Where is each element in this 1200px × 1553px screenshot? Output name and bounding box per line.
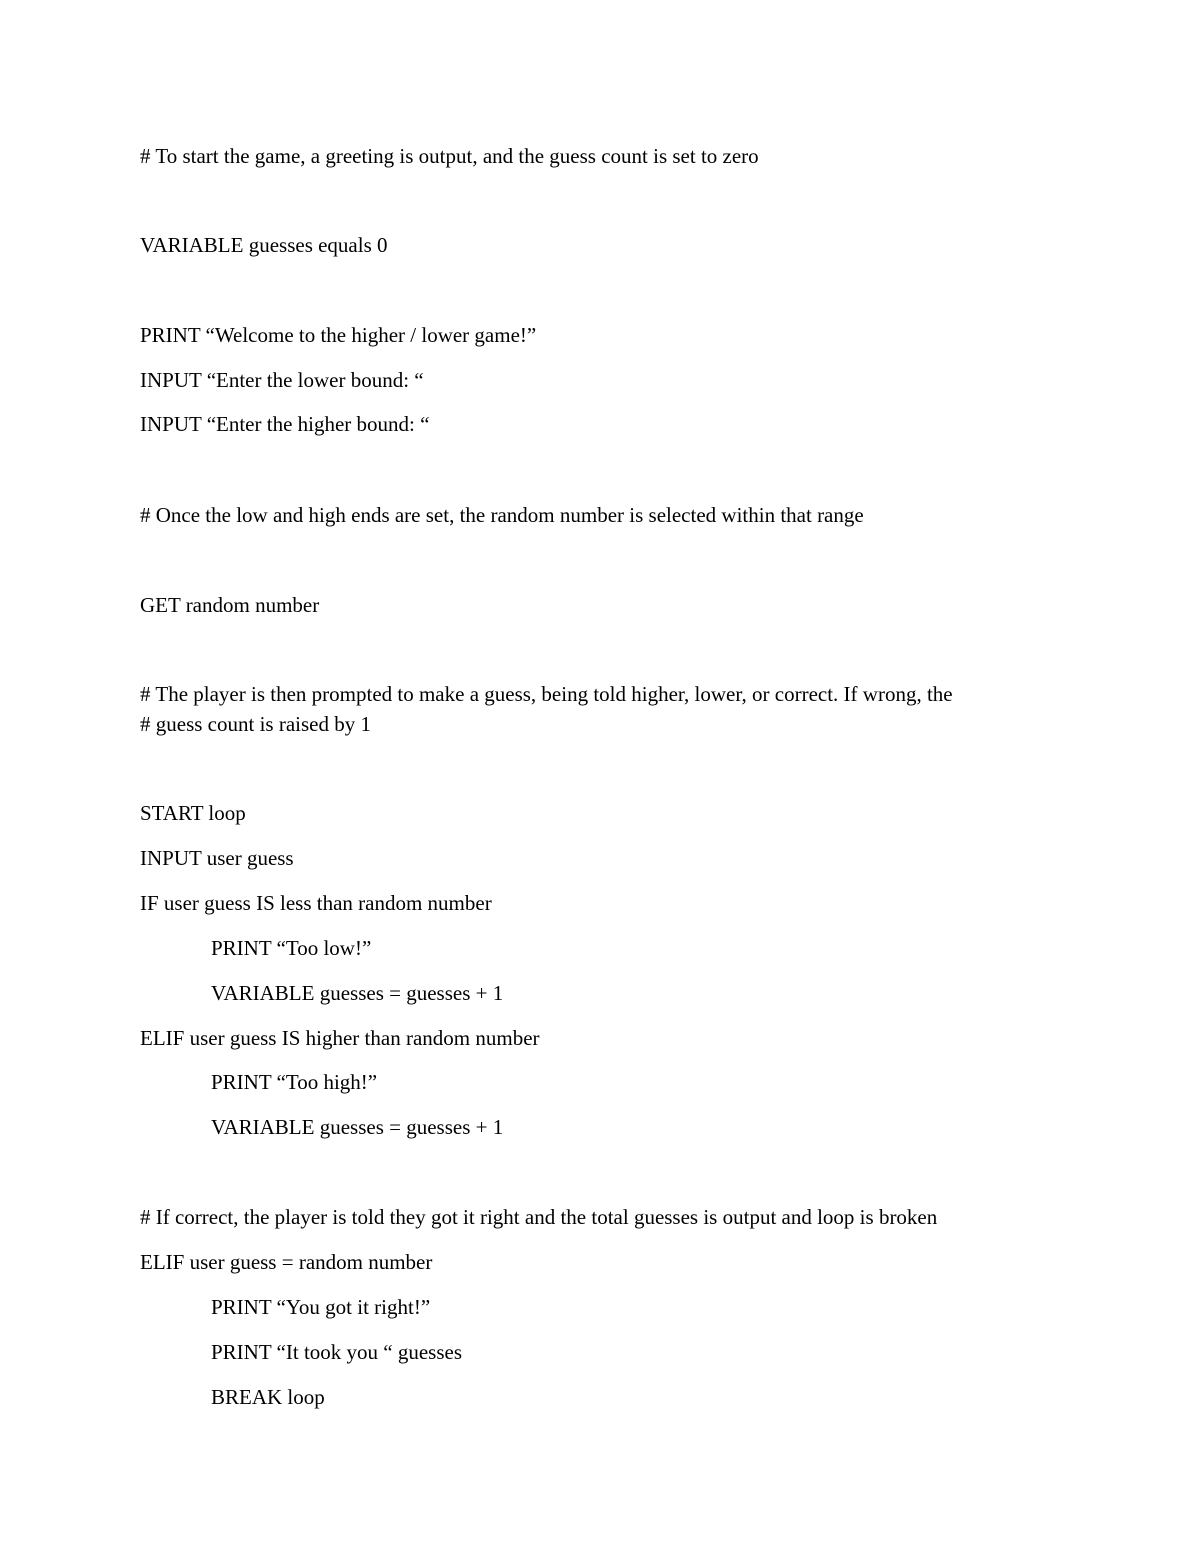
code-line-get-random: GET random number	[140, 593, 320, 617]
code-line-print-too-high: PRINT “Too high!”	[211, 1070, 378, 1094]
comment-player-prompt: # The player is then prompted to make a guess, being told higher, lower, or correct. If wrong, the	[140, 682, 953, 706]
code-line-start-loop: START loop	[140, 801, 246, 825]
code-line-increment-2: VARIABLE guesses = guesses + 1	[211, 1115, 504, 1139]
comment-guess-count: # guess count is raised by 1	[140, 712, 371, 736]
code-line-input-guess: INPUT user guess	[140, 846, 294, 870]
code-line-if-less: IF user guess IS less than random number	[140, 891, 492, 915]
code-line-input-lower: INPUT “Enter the lower bound: “	[140, 368, 424, 392]
code-line-increment-1: VARIABLE guesses = guesses + 1	[211, 981, 504, 1005]
comment-random-range: # Once the low and high ends are set, the random number is selected within that range	[140, 503, 864, 527]
comment-correct: # If correct, the player is told they got it right and the total guesses is output and loop is broken	[140, 1205, 938, 1229]
code-line-elif-higher: ELIF user guess IS higher than random number	[140, 1026, 540, 1050]
code-line-elif-equal: ELIF user guess = random number	[140, 1250, 433, 1274]
code-line-print-right: PRINT “You got it right!”	[211, 1295, 431, 1319]
code-line-print-guesses: PRINT “It took you “ guesses	[211, 1340, 463, 1364]
code-line-print-welcome: PRINT “Welcome to the higher / lower game!”	[140, 323, 537, 347]
code-line-print-too-low: PRINT “Too low!”	[211, 936, 372, 960]
code-line-variable-init: VARIABLE guesses equals 0	[140, 233, 388, 257]
code-line-break-loop: BREAK loop	[211, 1385, 325, 1409]
code-line-input-higher: INPUT “Enter the higher bound: “	[140, 412, 430, 436]
comment-greeting: # To start the game, a greeting is output, and the guess count is set to zero	[140, 144, 759, 168]
